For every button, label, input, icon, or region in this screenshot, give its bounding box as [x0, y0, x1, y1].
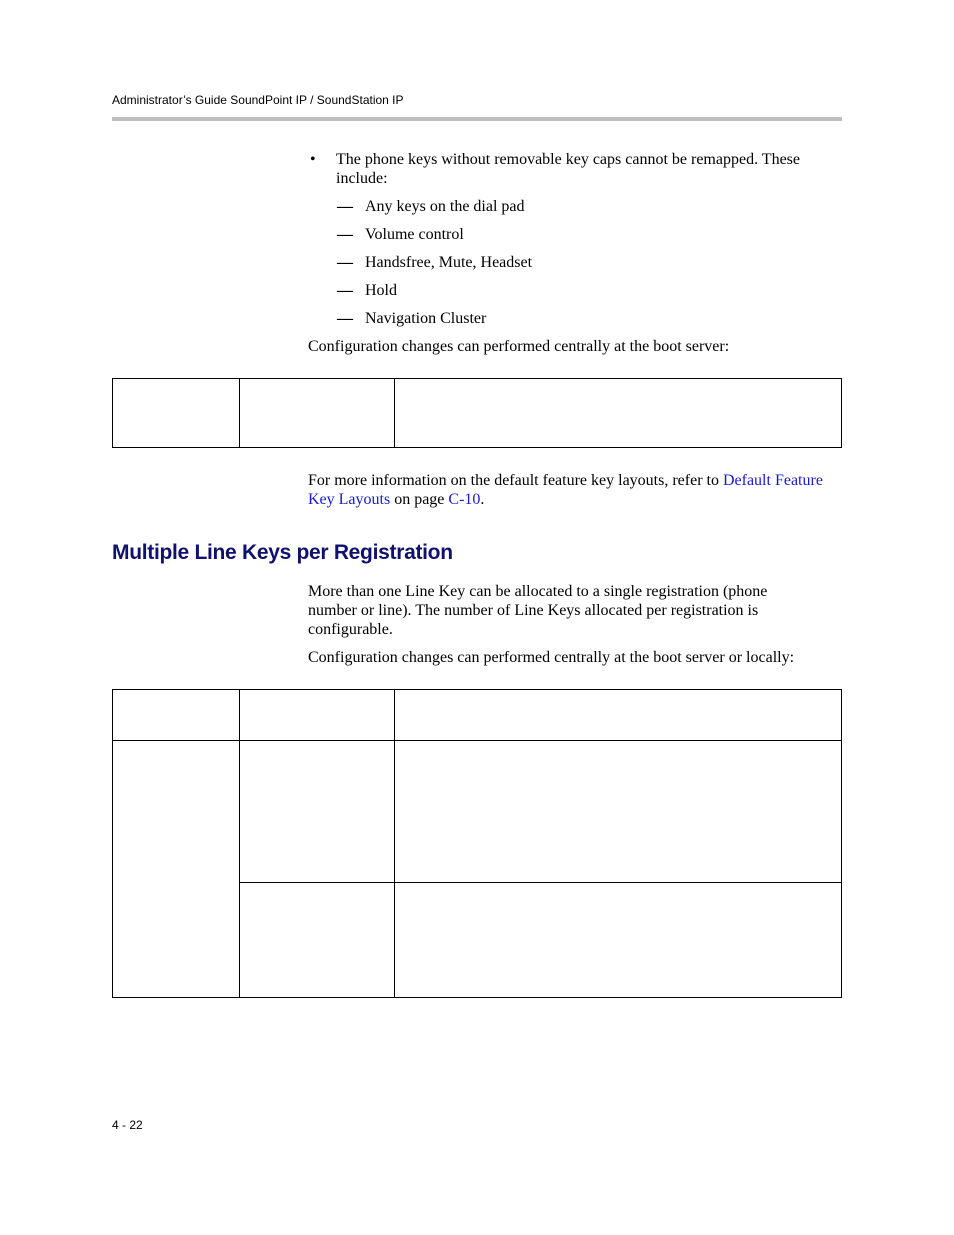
default-feature-key-layouts-link[interactable]: Default Feature Key Layouts: [308, 472, 823, 508]
config-table-1: [112, 378, 842, 448]
sub-item-navigation: Navigation Cluster: [365, 310, 487, 327]
config-table-2: [112, 689, 842, 998]
sub-item-hold: Hold: [365, 282, 397, 299]
table-divider: [394, 690, 395, 997]
table-row-divider: [239, 882, 841, 883]
bullet-text: The phone keys without removable key caps cannot be remapped. These include:: [336, 151, 800, 187]
header-rule: [112, 117, 842, 121]
section-config-intro: Configuration changes can performed centrally at the boot server or locally:: [308, 649, 795, 666]
more-info-suffix: .: [480, 491, 485, 508]
page-number: 4 - 22: [112, 1118, 143, 1132]
section-body-paragraph: More than one Line Key can be allocated to a single registration (phone number or line). The number of Line Keys allocated per registration is configurable.: [308, 583, 768, 638]
more-info-prefix: For more information on the default feature key layouts, refer to: [308, 472, 723, 489]
dash-marker: —: [337, 254, 353, 271]
sub-item-handsfree: Handsfree, Mute, Headset: [365, 254, 533, 271]
section-heading: Multiple Line Keys per Registration: [112, 541, 453, 564]
sub-item-volume: Volume control: [365, 226, 464, 243]
more-info-paragraph: [308, 471, 828, 509]
dash-marker: —: [337, 226, 353, 243]
table-divider: [394, 379, 395, 447]
page-c10-link[interactable]: C-10: [448, 491, 481, 508]
table-header-divider: [113, 740, 841, 741]
bullet-marker: •: [310, 151, 316, 168]
table-divider: [239, 379, 240, 447]
config-intro-paragraph: Configuration changes can performed centrally at the boot server:: [308, 338, 730, 355]
dash-marker: —: [337, 282, 353, 299]
more-info-middle: on page: [390, 491, 449, 508]
sub-item-dial-pad: Any keys on the dial pad: [365, 198, 525, 215]
dash-marker: —: [337, 198, 353, 215]
table-divider: [239, 690, 240, 997]
running-header: Administrator’s Guide SoundPoint IP / SoundStation IP: [112, 93, 404, 107]
dash-marker: —: [337, 310, 353, 327]
